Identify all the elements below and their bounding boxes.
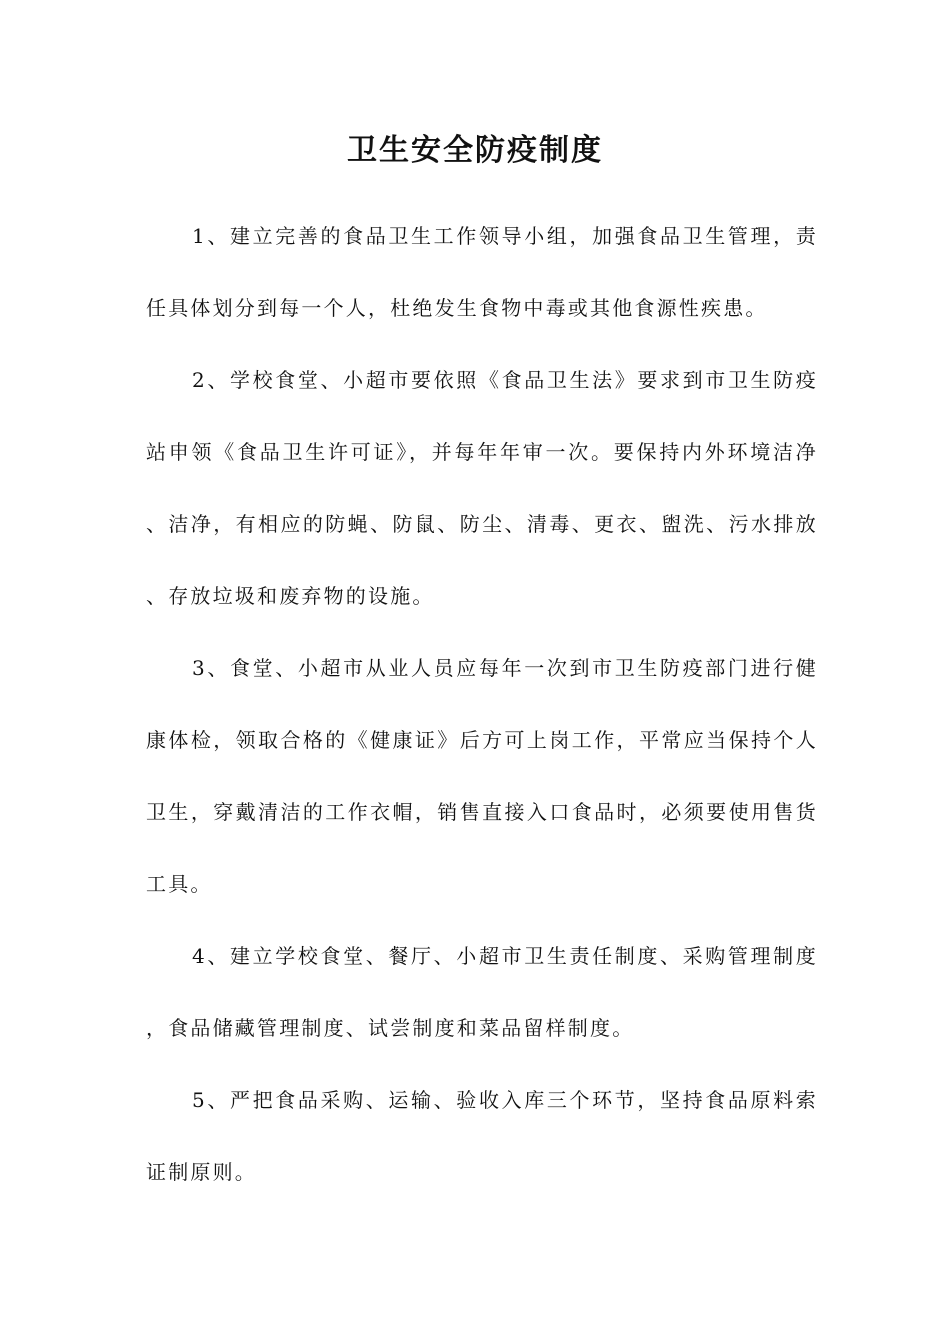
paragraph-1: 1、建立完善的食品卫生工作领导小组，加强食品卫生管理，责任具体划分到每一个人，杜绝发生食物中毒或其他食源性疾患。 [146, 224, 818, 320]
paragraph-4: 4、建立学校食堂、餐厅、小超市卫生责任制度、采购管理制度，食品储藏管理制度、试尝制度和菜品留样制度。 [146, 944, 818, 1040]
document-title: 卫生安全防疫制度 [347, 133, 603, 168]
paragraph-5: 5、严把食品采购、运输、验收入库三个环节，坚持食品原料索证制原则。 [146, 1088, 818, 1184]
paragraph-2: 2、学校食堂、小超市要依照《食品卫生法》要求到市卫生防疫站申领《食品卫生许可证》，并每年年审一次。要保持内外环境洁净、洁净，有相应的防蝇、防鼠、防尘、清毒、更衣、盥洗、污水排放、存放垃圾和废弃物的设施。 [146, 368, 818, 608]
document-body [146, 200, 818, 1208]
paragraph-3: 3、食堂、小超市从业人员应每年一次到市卫生防疫部门进行健康体检，领取合格的《健康证》后方可上岗工作，平常应当保持个人卫生，穿戴清洁的工作衣帽，销售直接入口食品时，必须要使用售货工具。 [146, 656, 818, 896]
